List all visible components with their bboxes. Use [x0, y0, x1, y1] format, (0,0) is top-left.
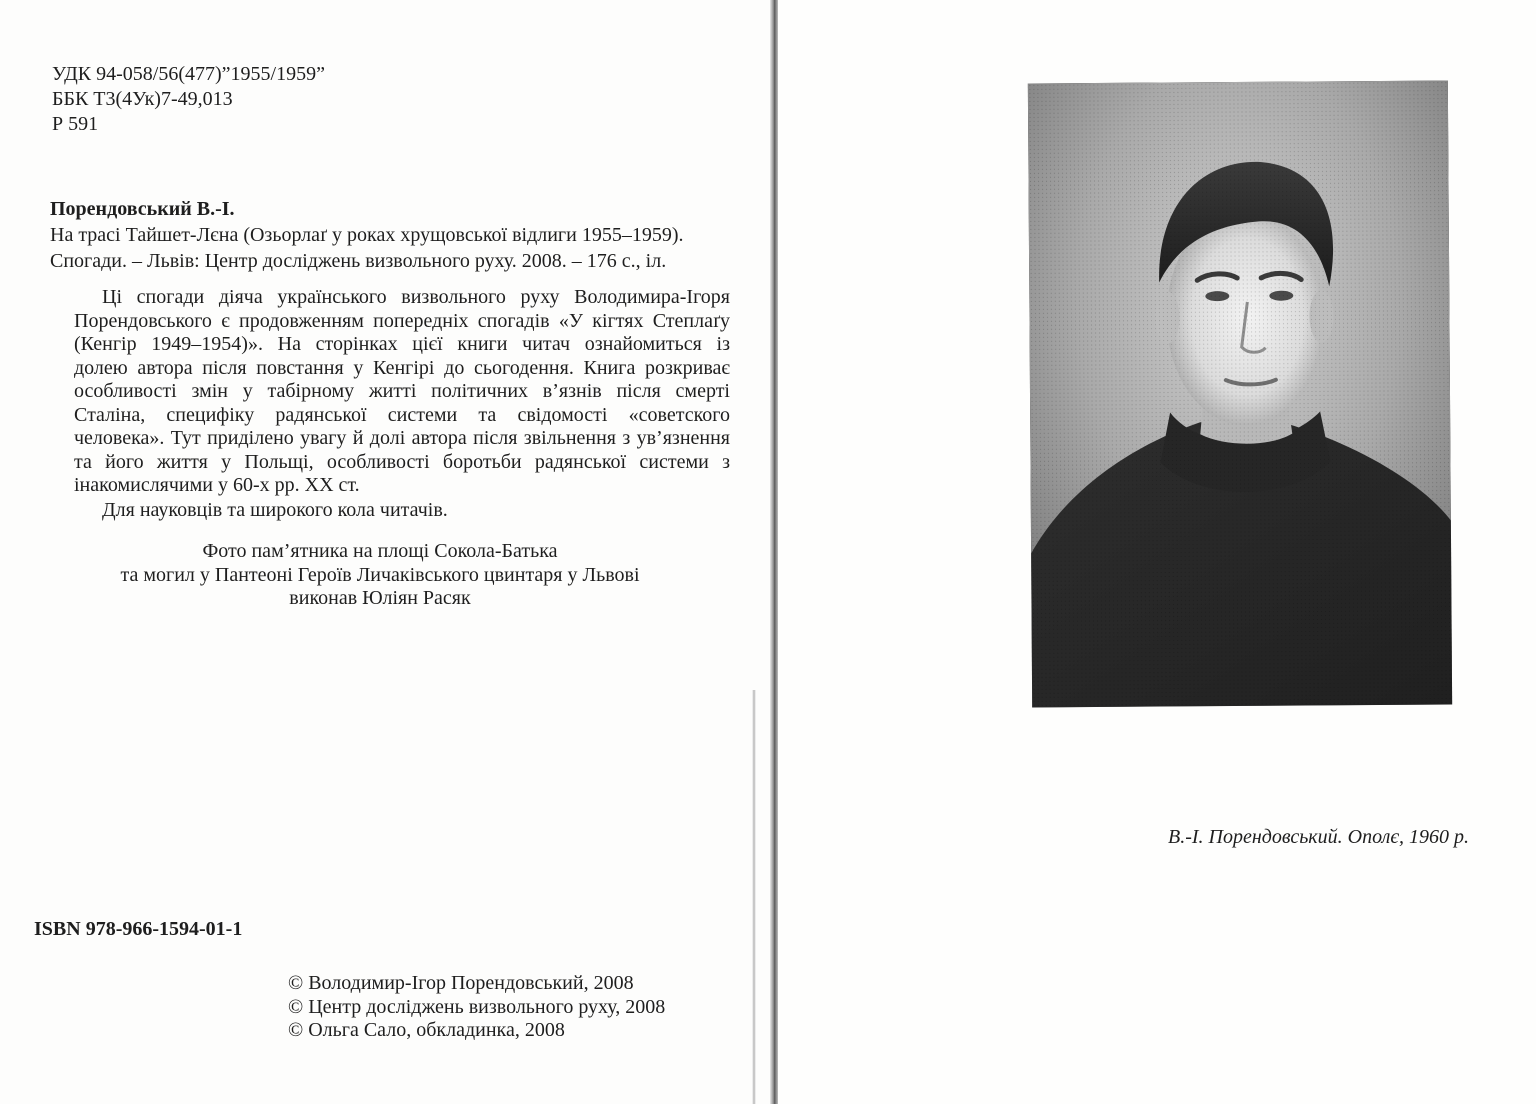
abstract-line: человека». Тут приділено увагу й долі автора після звільнення з ув’язнення: [74, 427, 730, 449]
book-gutter: [770, 0, 778, 1104]
title-line: На трасі Тайшет-Лєна (Озьорлаґ у роках хрущовської відлиги 1955–1959).: [50, 224, 684, 246]
isbn-number: ISBN 978-966-1594-01-1: [34, 918, 243, 940]
abstract-line: Сталіна, специфіку радянської системи та свідомості «советского: [74, 403, 730, 426]
copyright-line: © Центр досліджень визвольного руху, 2008: [288, 995, 666, 1018]
portrait-photo-icon: [1028, 81, 1452, 708]
abstract-line: інакомислячими у 60-х рр. XX ст.: [74, 474, 360, 496]
abstract: [74, 286, 730, 522]
page-edge-shadow: [752, 690, 756, 1104]
photo-credit-line: та могил у Пантеоні Героїв Личаківського цвинтаря у Львові: [120, 563, 640, 586]
abstract-line: (Кенгір 1949–1954)». На сторінках цієї книги читач ознайомиться із: [74, 333, 730, 355]
photo-caption-text: В.-І. Порендовський. Ополє, 1960 р.: [1168, 826, 1470, 848]
copyright-line: © Ольга Сало, обкладинка, 2008: [288, 1019, 565, 1041]
photo-credit: [0, 540, 760, 611]
abstract-line: Порендовського є продовженням попередніх спогадів «У кігтях Степлаґу: [74, 309, 730, 332]
copyright-notice: [288, 972, 665, 1043]
portrait-photo: [1028, 81, 1452, 708]
bibliographic-record: [50, 196, 684, 274]
photo-credit-line: виконав Юліян Расяк: [289, 587, 471, 609]
udc-code: УДК 94-058/56(477)”1955/1959”: [52, 63, 325, 85]
copyright-line: © Володимир-Ігор Порендовський, 2008: [288, 972, 634, 994]
audience-note: Для науковців та широкого кола читачів.: [102, 498, 448, 521]
imprint-line: Спогади. – Львів: Центр досліджень визвольного руху. 2008. – 176 с., іл.: [50, 250, 667, 272]
abstract-line: та його життя у Польщі, особливості боротьби радянської системи з: [74, 450, 730, 473]
photo-credit-line: Фото пам’ятника на площі Сокола-Батька: [202, 540, 558, 562]
abstract-line: Ці спогади діяча українського визвольного руху Володимира-Ігоря: [102, 286, 730, 308]
bbk-code: ББК Т3(4Ук)7-49,013: [52, 88, 233, 110]
abstract-line: долею автора після повстання у Кенгірі до сьогодення. Книга розкриває: [74, 356, 730, 379]
photo-caption: [1168, 826, 1469, 848]
author-heading: Порендовський В.-І.: [50, 198, 235, 220]
author-mark: Р 591: [52, 113, 99, 135]
classification-codes: [52, 62, 325, 137]
isbn: [34, 918, 242, 940]
abstract-line: особливості змін у табірному житті політичних в’язнів після смерті: [74, 380, 730, 402]
